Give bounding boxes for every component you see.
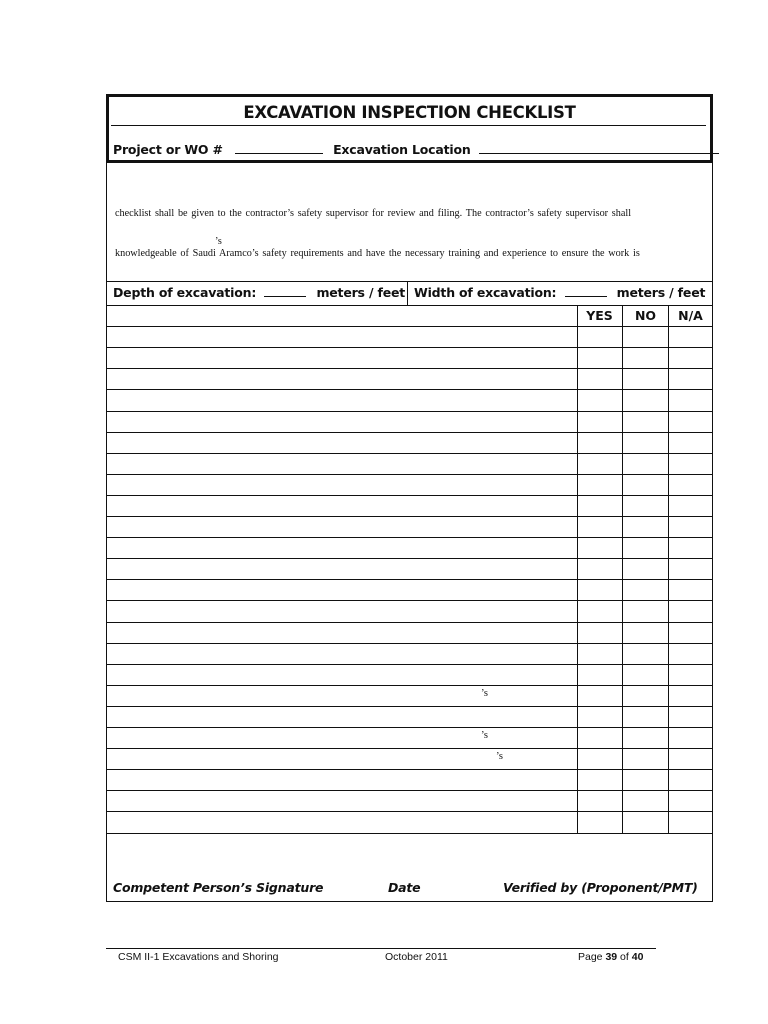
location-label: Excavation Location [333,142,471,157]
no-cell[interactable] [623,812,668,831]
no-cell[interactable] [623,538,668,557]
na-cell[interactable] [669,348,712,367]
no-cell[interactable] [623,327,668,346]
width-label: Width of excavation: [414,285,557,300]
yes-cell[interactable] [578,475,622,494]
no-cell[interactable] [623,644,668,663]
na-cell[interactable] [669,728,712,747]
no-cell[interactable] [623,454,668,473]
page-prefix: Page [578,951,606,963]
yes-cell[interactable] [578,496,622,515]
depth-units: meters / feet [316,285,406,300]
width-field [414,285,705,300]
verified-by-label: Verified by (Proponent/PMT) [503,880,698,895]
na-cell[interactable] [669,475,712,494]
yes-cell[interactable] [578,623,622,642]
yes-cell[interactable] [578,538,622,557]
no-cell[interactable] [623,749,668,768]
project-blank[interactable] [235,143,323,154]
yes-cell[interactable] [578,770,622,789]
depth-label: Depth of excavation: [113,285,257,300]
row-rule [107,833,712,834]
project-row [113,142,719,157]
yes-cell[interactable] [578,412,622,431]
checklist-form [106,94,713,902]
page-of: of [617,951,632,963]
na-cell[interactable] [669,412,712,431]
na-cell[interactable] [669,517,712,536]
na-cell[interactable] [669,390,712,409]
competent-signature-label: Competent Person’s Signature [113,880,324,895]
instruction-line-3: knowledgeable of Saudi Aramco’s safety requirements and have the necessary training and experience to ensure the work is [115,248,640,259]
yes-cell[interactable] [578,327,622,346]
yes-cell[interactable] [578,517,622,536]
project-label: Project or WO # [113,142,223,157]
na-cell[interactable] [669,749,712,768]
yes-cell[interactable] [578,601,622,620]
yes-cell[interactable] [578,791,622,810]
width-blank[interactable] [565,286,607,297]
no-cell[interactable] [623,623,668,642]
page-total: 40 [631,951,644,963]
no-cell[interactable] [623,665,668,684]
no-cell[interactable] [623,412,668,431]
depth-top-rule [107,281,712,282]
na-cell[interactable] [669,454,712,473]
col-na-header: N/A [678,308,703,323]
footer-date: October 2011 [385,951,448,963]
header-box [106,94,713,163]
na-cell[interactable] [669,707,712,726]
no-cell[interactable] [623,559,668,578]
instruction-line-1: checklist shall be given to the contractor’s safety supervisor for review and filing. The contractor’s safety supervisor shall [115,208,632,219]
no-cell[interactable] [623,369,668,388]
no-cell[interactable] [623,686,668,705]
depth-divider [407,282,408,305]
yes-cell[interactable] [578,728,622,747]
yes-cell[interactable] [578,559,622,578]
col-yes-header: YES [586,308,613,323]
row-fragment: ’s [481,730,489,741]
na-cell[interactable] [669,623,712,642]
na-cell[interactable] [669,538,712,557]
yes-cell[interactable] [578,454,622,473]
na-cell[interactable] [669,665,712,684]
na-cell[interactable] [669,601,712,620]
yes-cell[interactable] [578,390,622,409]
yes-cell[interactable] [578,644,622,663]
footer-rule [106,948,656,949]
na-cell[interactable] [669,770,712,789]
no-cell[interactable] [623,517,668,536]
no-cell[interactable] [623,580,668,599]
no-cell[interactable] [623,601,668,620]
row-fragment: ’s [481,688,489,699]
yes-cell[interactable] [578,665,622,684]
form-title: EXCAVATION INSPECTION CHECKLIST [243,103,576,122]
yes-cell[interactable] [578,749,622,768]
no-cell[interactable] [623,770,668,789]
na-cell[interactable] [669,686,712,705]
yes-cell[interactable] [578,707,622,726]
yes-cell[interactable] [578,812,622,831]
no-cell[interactable] [623,728,668,747]
row-fragment: ’s [496,751,504,762]
instruction-line-2: ’s [215,236,222,247]
na-cell[interactable] [669,791,712,810]
na-cell[interactable] [669,644,712,663]
no-cell[interactable] [623,707,668,726]
na-cell[interactable] [669,433,712,452]
no-cell[interactable] [623,496,668,515]
yes-cell[interactable] [578,686,622,705]
title-rule [111,125,706,126]
yes-cell[interactable] [578,433,622,452]
na-cell[interactable] [669,812,712,831]
no-cell[interactable] [623,433,668,452]
col-no-header: NO [634,308,657,323]
na-cell[interactable] [669,559,712,578]
page-number: 39 [605,951,618,963]
no-cell[interactable] [623,475,668,494]
footer-doc: CSM II-1 Excavations and Shoring [118,951,279,963]
width-units: meters / feet [616,285,706,300]
yes-cell[interactable] [578,348,622,367]
na-cell[interactable] [669,580,712,599]
no-cell[interactable] [623,791,668,810]
na-cell[interactable] [669,496,712,515]
location-blank[interactable] [479,143,719,154]
no-cell[interactable] [623,348,668,367]
yes-cell[interactable] [578,580,622,599]
yes-cell[interactable] [578,369,622,388]
no-cell[interactable] [623,390,668,409]
footer-page [578,951,643,963]
depth-field [113,285,405,300]
depth-blank[interactable] [264,286,306,297]
na-cell[interactable] [669,327,712,346]
date-label: Date [388,880,421,895]
na-cell[interactable] [669,369,712,388]
